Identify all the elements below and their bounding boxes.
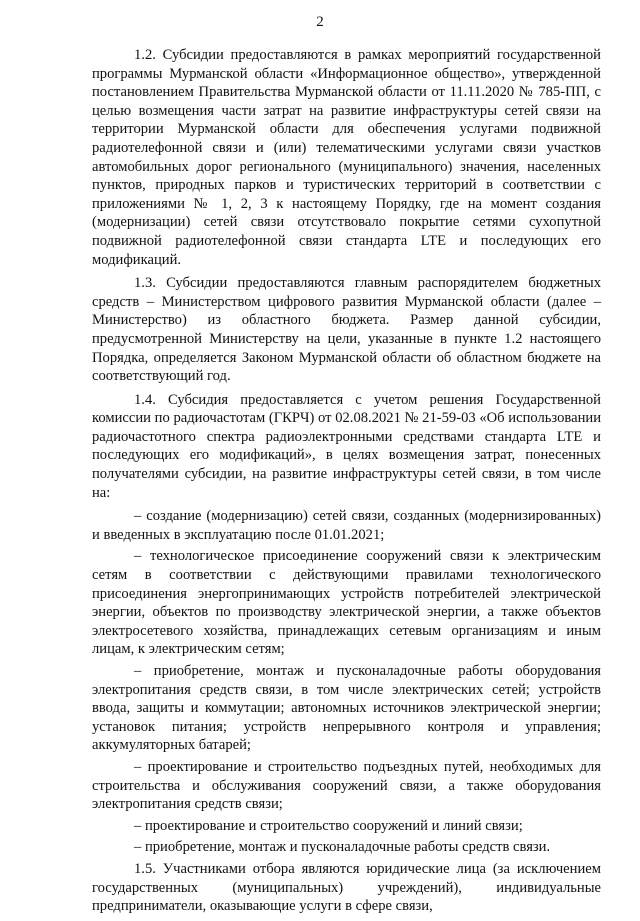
page-number: 2 (316, 14, 324, 30)
list-item-communication-equipment: – приобретение, монтаж и пусконаладочные работы средств связи. (134, 839, 551, 856)
paragraph-1-2: 1.2. Субсидии предоставляются в рамках мероприятий государственной программы Мурманской области «Информационное общество», утвержденной постановлением Правительства Мурманской области от 11.11.2020 № 785-ПП, с целью возмещения части затрат на развитие инфраструктуры сетей связи на территории Мурманской области для обеспечения услугами подвижной радиотелефонной связи и (или) телематическими услугами связи участков автомобильных дорог регионального (муниципального) значения, населенных пунктов, природных парков и туристических территорий в соответствии с приложениями № 1, 2, 3 к настоящему Порядку, где на момент создания (модернизации) сетей связи отсутствовало покрытие сетями сухопутной подвижной радиотелефонной связи стандарта LTE и последующих его модификаций. (92, 47, 601, 268)
list-item-access-roads: – проектирование и строительство подъездных путей, необходимых для строительства и обслуживания сооружений связи, а также оборудования электропитания средств связи; (92, 758, 601, 813)
list-item-power-equipment: – приобретение, монтаж и пусконаладочные работы оборудования электропитания средств связи, в том числе электрических сетей; устройств ввода, защиты и коммутации; автономных источников электрической энергии; установок питания; устройств непрерывного контроля и управления; аккумуляторных батарей; (92, 663, 601, 754)
document-body (92, 46, 601, 921)
list-item-creation: – создание (модернизацию) сетей связи, созданных (модернизированных) и введенных в эксплуатацию после 01.01.2021; (92, 508, 601, 543)
paragraph-1-3: 1.3. Субсидии предоставляются главным распорядителем бюджетных средств – Министерством цифрового развития Мурманской области (далее – Министерство) из областного бюджета. Размер данной субсидии, предусмотренной Министерству на цели, указанные в пункте 1.2 настоящего Порядка, определяется Законом Мурманской области об областном бюджете на соответствующий год. (92, 275, 601, 385)
paragraph-1-5: 1.5. Участниками отбора являются юридические лица (за исключением государственных (муниципальных) учреждений), индивидуальные предприниматели, оказывающие услуги в сфере связи, (92, 860, 601, 915)
list-item-grid-connection: – технологическое присоединение сооружений связи к электрическим сетям в соответствии с действующими правилами технологического присоединения энергопринимающих устройств потребителей электрической энергии, объектов по производству электрической энергии, а также объектов электросетевого хозяйства, принадлежащих сетевым организациям и иным лицам, к электрическим сетям; (92, 548, 601, 658)
paragraph-1-4: 1.4. Субсидия предоставляется с учетом решения Государственной комиссии по радиочастотам (ГКРЧ) от 02.08.2021 № 21-59-03 «Об использовании радиочастотного спектра радиоэлектронными средствами стандарта LTE и последующих его модификаций», в целях возмещения затрат, понесенных получателями субсидии, на развитие инфраструктуры сетей связи, в том числе на: (92, 391, 601, 501)
list-item-construction: – проектирование и строительство сооружений и линий связи; (134, 817, 523, 834)
